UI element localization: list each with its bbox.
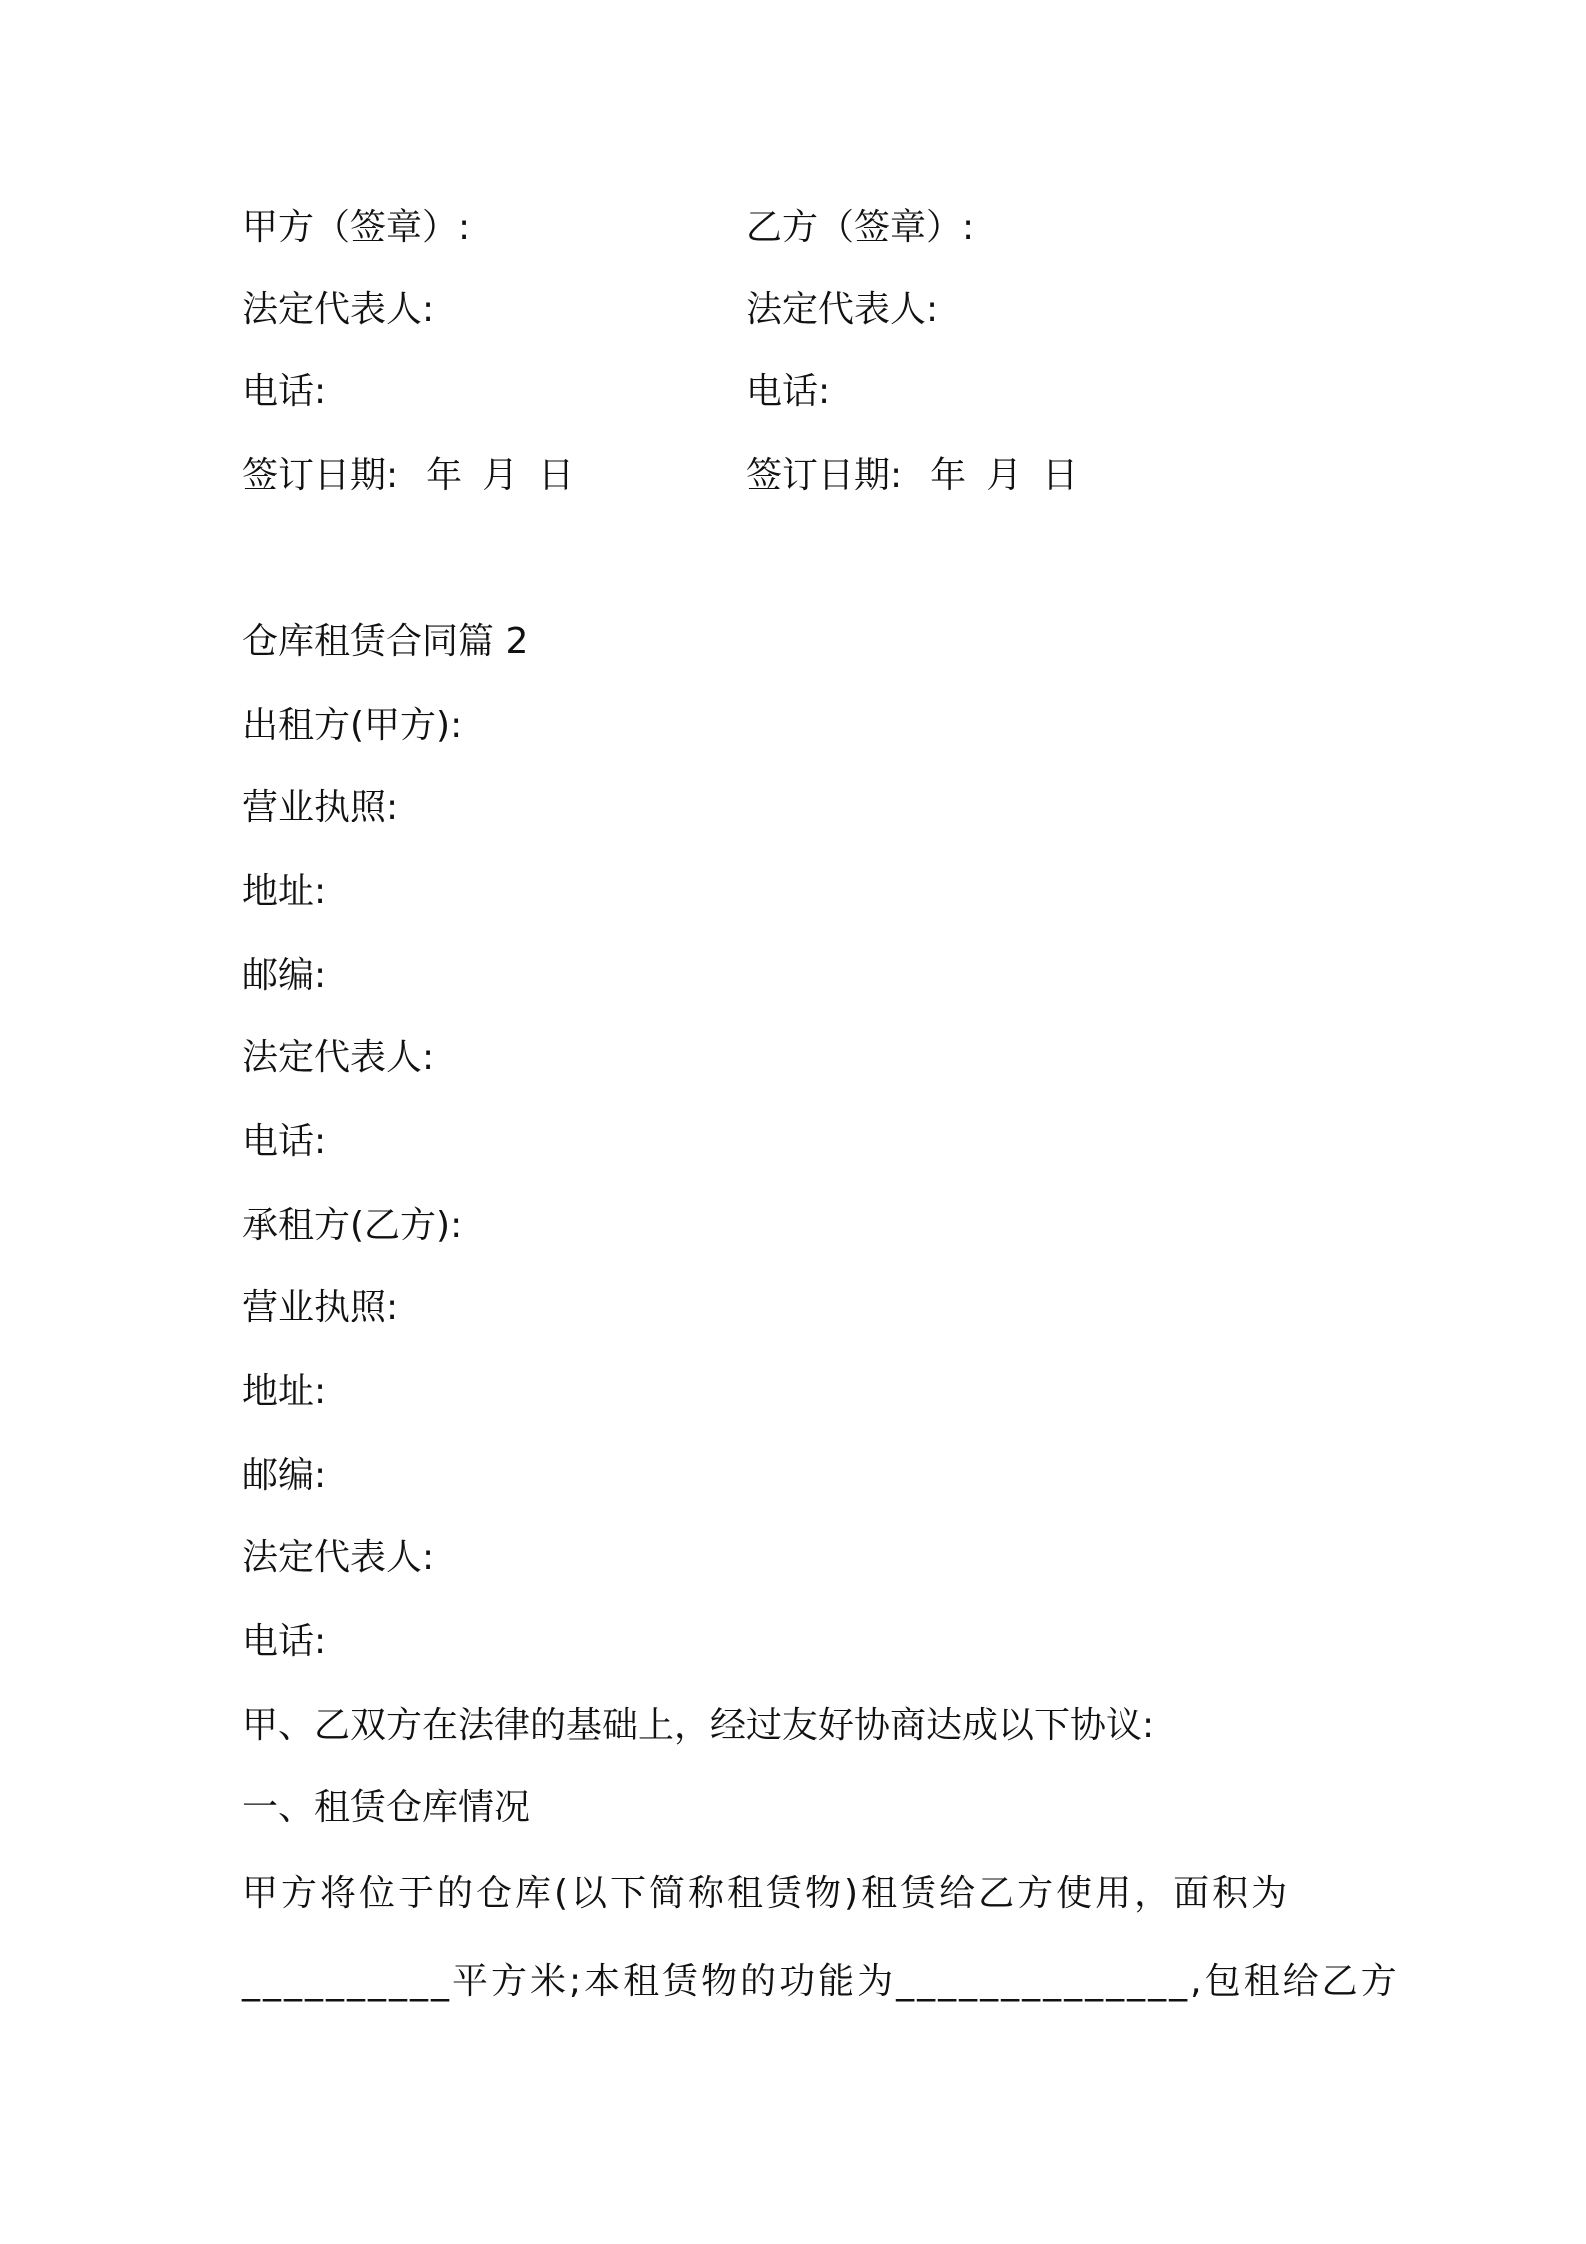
party-b-seal-label: 乙方（签章）: (746, 207, 975, 248)
lessee-rep-label: 法定代表人: (242, 1537, 435, 1578)
lessor-heading: 出租方(甲方): (242, 705, 463, 746)
lease-to-text: ,包租给乙方 (1190, 1961, 1400, 2002)
party-a-sign-date (242, 452, 574, 500)
lessor-license-label: 营业执照: (242, 787, 399, 828)
party-a-seal-label: 甲方（签章）: (242, 207, 471, 248)
lessee-phone-label: 电话: (242, 1621, 327, 1662)
date-year: 年 (930, 455, 967, 496)
lessee-address-label: 地址: (242, 1371, 327, 1412)
party-a-rep-label: 法定代表人: (242, 289, 435, 330)
lessor-phone-label: 电话: (242, 1121, 327, 1162)
section-1-paragraph-line-1: 甲方将位于的仓库(以下简称租赁物)租赁给乙方使用，面积为 (242, 1873, 1291, 1914)
party-a-phone-label: 电话: (242, 371, 327, 412)
lessee-postcode-label: 邮编: (242, 1455, 327, 1496)
party-b-rep-label: 法定代表人: (746, 289, 939, 330)
area-blank: __________ (242, 1961, 452, 2002)
function-blank: ______________ (896, 1961, 1191, 2002)
lessee-heading: 承租方(乙方): (242, 1205, 463, 1246)
contract-title: 仓库租赁合同篇 2 (242, 621, 529, 662)
lessor-rep-label: 法定代表人: (242, 1037, 435, 1078)
date-month: 月 (986, 455, 1023, 496)
section-1-heading: 一、租赁仓库情况 (242, 1787, 531, 1828)
date-label: 签订日期: (242, 455, 399, 496)
date-day: 日 (538, 455, 575, 496)
date-label: 签订日期: (746, 455, 903, 496)
section-1-paragraph-line-2 (242, 1958, 1400, 2006)
party-b-phone-label: 电话: (746, 371, 831, 412)
party-b-sign-date (746, 452, 1078, 500)
lessor-postcode-label: 邮编: (242, 955, 327, 996)
area-unit-text: 平方米;本租赁物的功能为 (452, 1961, 897, 2002)
agreement-intro: 甲、乙双方在法律的基础上，经过友好协商达成以下协议: (242, 1705, 1155, 1746)
lessor-address-label: 地址: (242, 871, 327, 912)
date-day: 日 (1042, 455, 1079, 496)
lessee-license-label: 营业执照: (242, 1287, 399, 1328)
date-month: 月 (482, 455, 519, 496)
date-year: 年 (426, 455, 463, 496)
